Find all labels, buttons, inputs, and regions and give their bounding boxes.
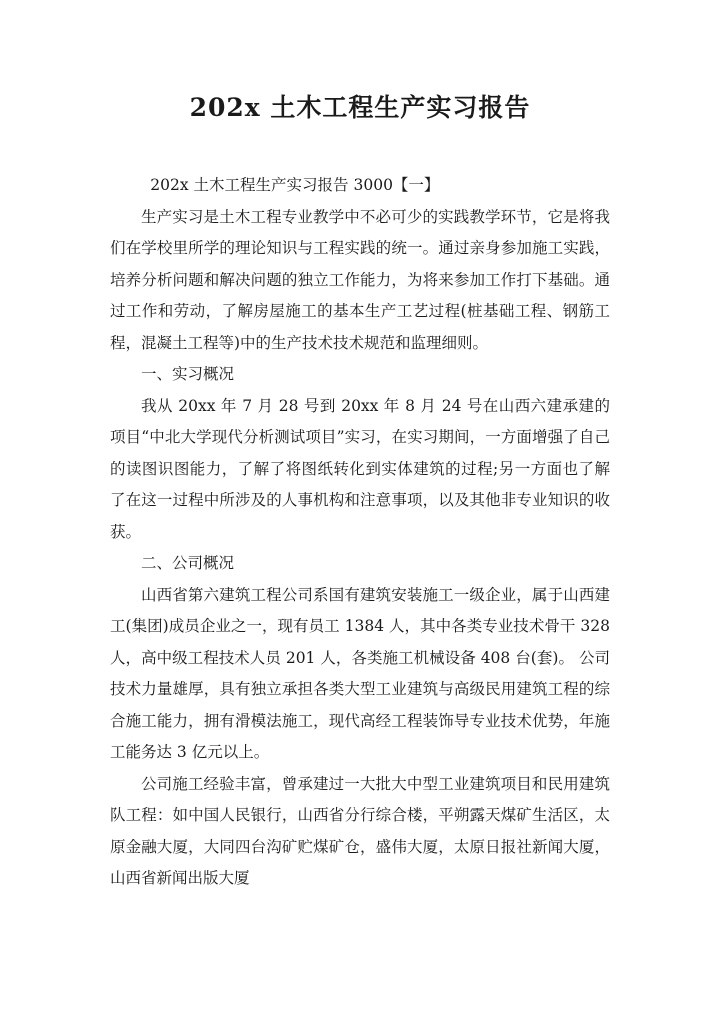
document-subtitle: 202x 土木工程生产实习报告 3000【一】 xyxy=(150,176,440,194)
paragraph-intro: 生产实习是土木工程专业教学中不必可少的实践教学环节，它是将我们在学校里所学的理论知识与工程实践的统一。通过亲身参加施工实践，培养分析问题和解决问题的独立工作能力，为将来参加工作打下基础。通过工作和劳动，了解房屋施工的基本生产工艺过程(桩基础工程、钢筋工程，混凝土工程等)中的生产技术技术规范和监理细则。 xyxy=(110,207,610,352)
paragraph-company-experience: 公司施工经验丰富，曾承建过一大批大中型工业建筑项目和民用建筑队工程：如中国人民银行，山西省分行综合楼，平朔露天煤矿生活区，太原金融大厦，大同四台沟矿贮煤矿仓，盛伟大厦，太原日报社新闻大厦，山西省新闻出版大厦 xyxy=(110,774,610,887)
section-heading-internship-overview: 一、实习概况 xyxy=(141,365,235,383)
section-heading-company-overview: 二、公司概况 xyxy=(141,554,235,572)
paragraph-internship-overview: 我从 20xx 年 7 月 28 号到 20xx 年 8 月 24 号在山西六建承建的项目“中北大学现代分析测试项目”实习，在实习期间，一方面增强了自己的读图识图能力，了解了将图纸转化到实体建筑的过程;另一方面也了解了在这一过程中所涉及的人事机构和注意事项，以及其他非专业知识的收获。 xyxy=(110,396,610,541)
document-title: 202x 土木工程生产实习报告 xyxy=(189,93,531,122)
paragraph-company-overview: 山西省第六建筑工程公司系国有建筑安装施工一级企业，属于山西建工(集团)成员企业之一，现有员工 1384 人，其中各类专业技术骨干 328 人，高中级工程技术人员 201 人，各类施工机械设备 408 台(套)。 公司技术力量雄厚，具有独立承担各类大型工业建筑与高级民用建筑工程的综合施工能力，拥有滑模法施工，现代高经工程装饰导专业技术优势，年施工能务达 3 亿元以上。 xyxy=(110,585,610,761)
document-body xyxy=(110,170,610,895)
